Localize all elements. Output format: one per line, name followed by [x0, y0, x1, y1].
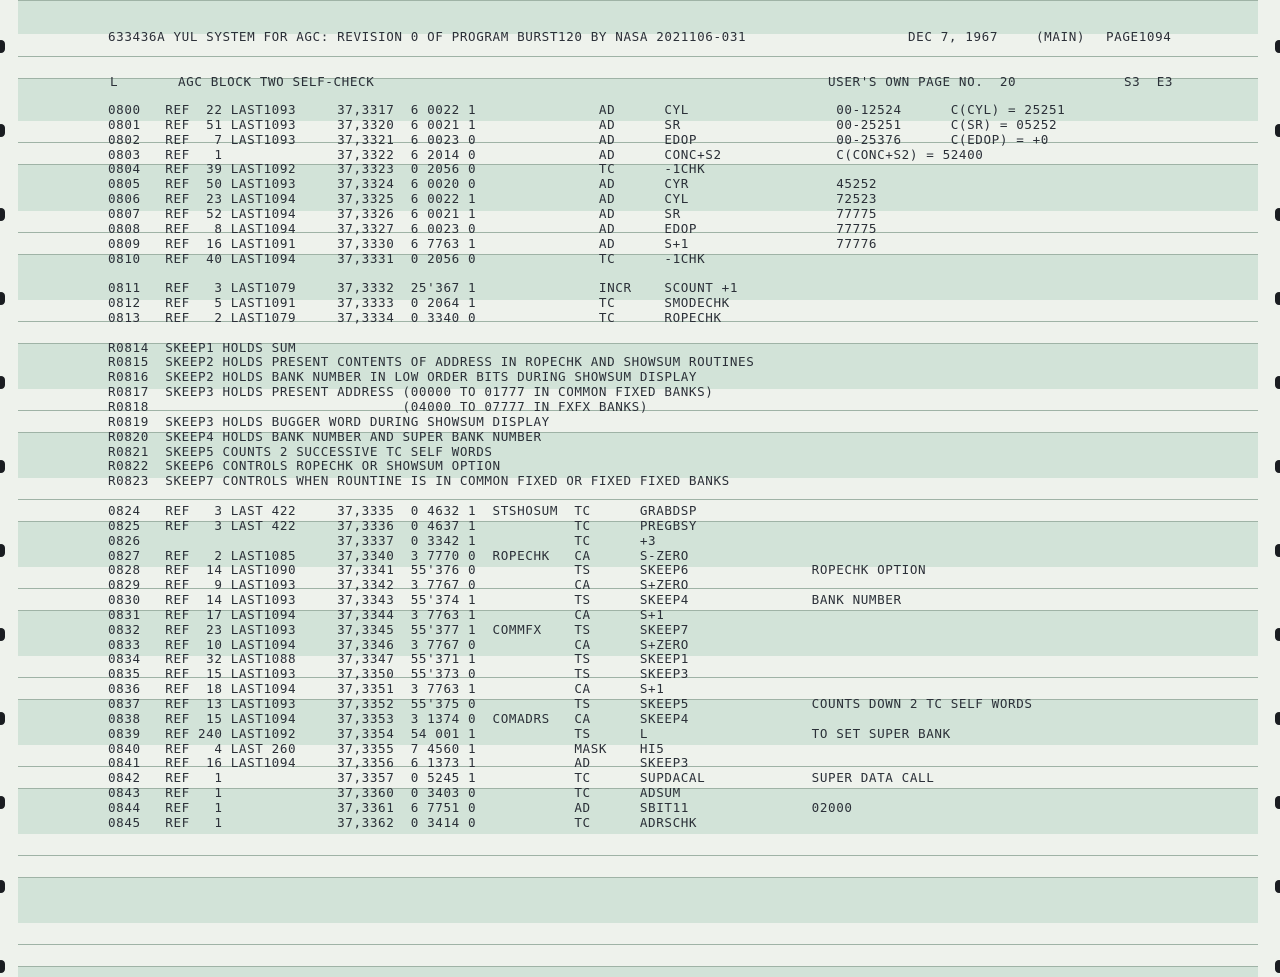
listing-line: R0815 SKEEP2 HOLDS PRESENT CONTENTS OF ADDRESS IN ROPECHK AND SHOWSUM ROUTINES: [108, 354, 755, 370]
listing-line: 0807 REF 52 LAST1094 37,3326 6 0021 1 AD SR 77775: [108, 205, 878, 221]
listing-line: 0837 REF 13 LAST1093 37,3352 55'375 0 TS SKEEP5 COUNTS DOWN 2 TC SELF WORDS: [108, 696, 1033, 711]
listing-line: 0829 REF 9 LAST1093 37,3342 3 7767 0 CA S+ZERO: [108, 577, 689, 593]
listing-line: 0833 REF 10 LAST1094 37,3346 3 7767 0 CA S+ZERO: [108, 636, 689, 652]
feed-hole: [1275, 376, 1280, 389]
listing-line: 0804 REF 39 LAST1092 37,3323 0 2056 0 TC -1CHK: [108, 161, 706, 177]
listing-line: 0825 REF 3 LAST 422 37,3336 0 4637 1 TC PREGBSY: [108, 517, 698, 533]
feed-hole: [0, 712, 5, 725]
listing-line: 0827 REF 2 LAST1085 37,3340 3 7770 0 ROPECHK CA S-ZERO: [108, 547, 689, 563]
listing-line: 0845 REF 1 37,3362 0 3414 0 TC ADRSCHK: [108, 814, 698, 830]
listing-line: R0819 SKEEP3 HOLDS BUGGER WORD DURING SHOWSUM DISPLAY: [108, 413, 550, 429]
feed-hole: [0, 460, 5, 473]
listing-line: 0839 REF 240 LAST1092 37,3354 54 001 1 TS L TO SET SUPER BANK: [108, 725, 951, 741]
header-title: 633436A YUL SYSTEM FOR AGC: REVISION 0 OF PROGRAM BURST120 BY NASA 2021106-031: [108, 29, 747, 44]
feed-hole: [1275, 628, 1280, 641]
listing-line: 0838 REF 15 LAST1094 37,3353 3 1374 0 COMADRS CA SKEEP4: [108, 710, 689, 726]
feed-hole: [1275, 124, 1280, 137]
listing-line: 0806 REF 23 LAST1094 37,3325 6 0022 1 AD CYL 72523: [108, 191, 878, 207]
feed-hole: [0, 208, 5, 221]
listing-line: 0835 REF 15 LAST1093 37,3350 55'373 0 TS SKEEP3: [108, 666, 689, 682]
listing-line: R0814 SKEEP1 HOLDS SUM: [108, 339, 297, 355]
listing-line: R0817 SKEEP3 HOLDS PRESENT ADDRESS (00000 TO 01777 IN COMMON FIXED BANKS): [108, 384, 714, 400]
feed-hole: [0, 880, 5, 893]
listing-line: 0840 REF 4 LAST 260 37,3355 7 4560 1 MASK HI5: [108, 740, 665, 756]
listing-line: 0843 REF 1 37,3360 0 3403 0 TC ADSUM: [108, 785, 681, 801]
header-page: PAGE1094: [1106, 29, 1172, 44]
listing-line: 0831 REF 17 LAST1094 37,3344 3 7763 1 CA S+1: [108, 606, 665, 622]
header-tag: (MAIN): [1036, 29, 1086, 44]
listing-line: 0836 REF 18 LAST1094 37,3351 3 7763 1 CA S+1: [108, 681, 665, 697]
listing-line: 0809 REF 16 LAST1091 37,3330 6 7763 1 AD S+1 77776: [108, 235, 878, 251]
listing-line: 0844 REF 1 37,3361 6 7751 0 AD SBIT11 02000: [108, 799, 853, 815]
greenbar-rule: [18, 855, 1258, 856]
listing-line: 0800 REF 22 LAST1093 37,3317 6 0022 1 AD CYL 00-12524 C(CYL) = 25251: [108, 102, 1066, 117]
feed-hole: [1275, 712, 1280, 725]
listing-line: 0842 REF 1 37,3357 0 5245 1 TC SUPDACAL SUPER DATA CALL: [108, 770, 935, 786]
greenbar-rule: [18, 944, 1258, 945]
greenbar-band: [18, 877, 1258, 923]
greenbar-rule: [18, 56, 1258, 57]
listing-line: 0810 REF 40 LAST1094 37,3331 0 2056 0 TC -1CHK: [108, 250, 706, 266]
listing-line: 0832 REF 23 LAST1093 37,3345 55'377 1 COMMFX TS SKEEP7: [108, 621, 689, 637]
header-date: DEC 7, 1967: [908, 29, 999, 44]
feed-hole: [0, 796, 5, 809]
greenbar-band: [18, 966, 1258, 977]
listing-line: 0808 REF 8 LAST1094 37,3327 6 0023 0 AD EDOP 77775: [108, 220, 878, 236]
feed-hole: [1275, 544, 1280, 557]
greenbar-rule: [18, 499, 1258, 500]
listing-line: 0803 REF 1 37,3322 6 2014 0 AD CONC+S2 C(CONC+S2) = 52400: [108, 146, 984, 162]
feed-hole: [1275, 208, 1280, 221]
listing-line: R0816 SKEEP2 HOLDS BANK NUMBER IN LOW ORDER BITS DURING SHOWSUM DISPLAY: [108, 369, 698, 385]
feed-hole: [0, 40, 5, 53]
feed-hole: [1275, 460, 1280, 473]
listing-line: R0820 SKEEP4 HOLDS BANK NUMBER AND SUPER BANK NUMBER: [108, 428, 542, 444]
listing-line: 0824 REF 3 LAST 422 37,3335 0 4632 1 STSHOSUM TC GRABDSP: [108, 502, 698, 518]
feed-hole: [0, 292, 5, 305]
feed-hole: [1275, 40, 1280, 53]
listing-line: R0821 SKEEP5 COUNTS 2 SUCCESSIVE TC SELF WORDS: [108, 443, 493, 459]
listing-line: 0813 REF 2 LAST1079 37,3334 0 3340 0 TC ROPECHK: [108, 309, 722, 325]
feed-hole: [0, 124, 5, 137]
feed-hole: [0, 628, 5, 641]
feed-hole: [0, 544, 5, 557]
listing-line: 0812 REF 5 LAST1091 37,3333 0 2064 1 TC SMODECHK: [108, 295, 730, 311]
feed-hole: [1275, 880, 1280, 893]
subheader-title: AGC BLOCK TWO SELF-CHECK: [178, 74, 375, 89]
listing-line: 0802 REF 7 LAST1093 37,3321 6 0023 0 AD EDOP 00-25376 C(EDOP) = +0: [108, 131, 1049, 147]
feed-hole: [1275, 960, 1280, 973]
feed-hole: [0, 960, 5, 973]
subheader-marker: L: [110, 74, 119, 89]
listing-line: R0818 (04000 TO 07777 IN FXFX BANKS): [108, 399, 649, 414]
listing-line: 0826 37,3337 0 3342 1 TC +3: [108, 532, 657, 548]
listing-line: 0811 REF 3 LAST1079 37,3332 25'367 1 INCR SCOUNT +1: [108, 280, 739, 296]
listing-line: 0834 REF 32 LAST1088 37,3347 55'371 1 TS SKEEP1: [108, 651, 689, 667]
feed-hole: [1275, 796, 1280, 809]
listing-line: R0822 SKEEP6 CONTROLS ROPECHK OR SHOWSUM OPTION: [108, 458, 501, 474]
listing-line: 0828 REF 14 LAST1090 37,3341 55'376 0 TS SKEEP6 ROPECHK OPTION: [108, 562, 927, 578]
feed-hole: [1275, 292, 1280, 305]
subheader-user-page: USER'S OWN PAGE NO. 20: [828, 74, 1017, 89]
listing-line: 0805 REF 50 LAST1093 37,3324 6 0020 0 AD CYR 45252: [108, 176, 878, 192]
listing-line: R0823 SKEEP7 CONTROLS WHEN ROUNTINE IS IN COMMON FIXED OR FIXED FIXED BANKS: [108, 473, 730, 489]
listing-line: 0830 REF 14 LAST1093 37,3343 55'374 1 TS SKEEP4 BANK NUMBER: [108, 592, 902, 608]
subheader-codes: S3 E3: [1124, 74, 1174, 89]
listing-line: 0801 REF 51 LAST1093 37,3320 6 0021 1 AD SR 00-25251 C(SR) = 05252: [108, 116, 1058, 132]
listing-line: 0841 REF 16 LAST1094 37,3356 6 1373 1 AD SKEEP3: [108, 755, 689, 771]
feed-hole: [0, 376, 5, 389]
